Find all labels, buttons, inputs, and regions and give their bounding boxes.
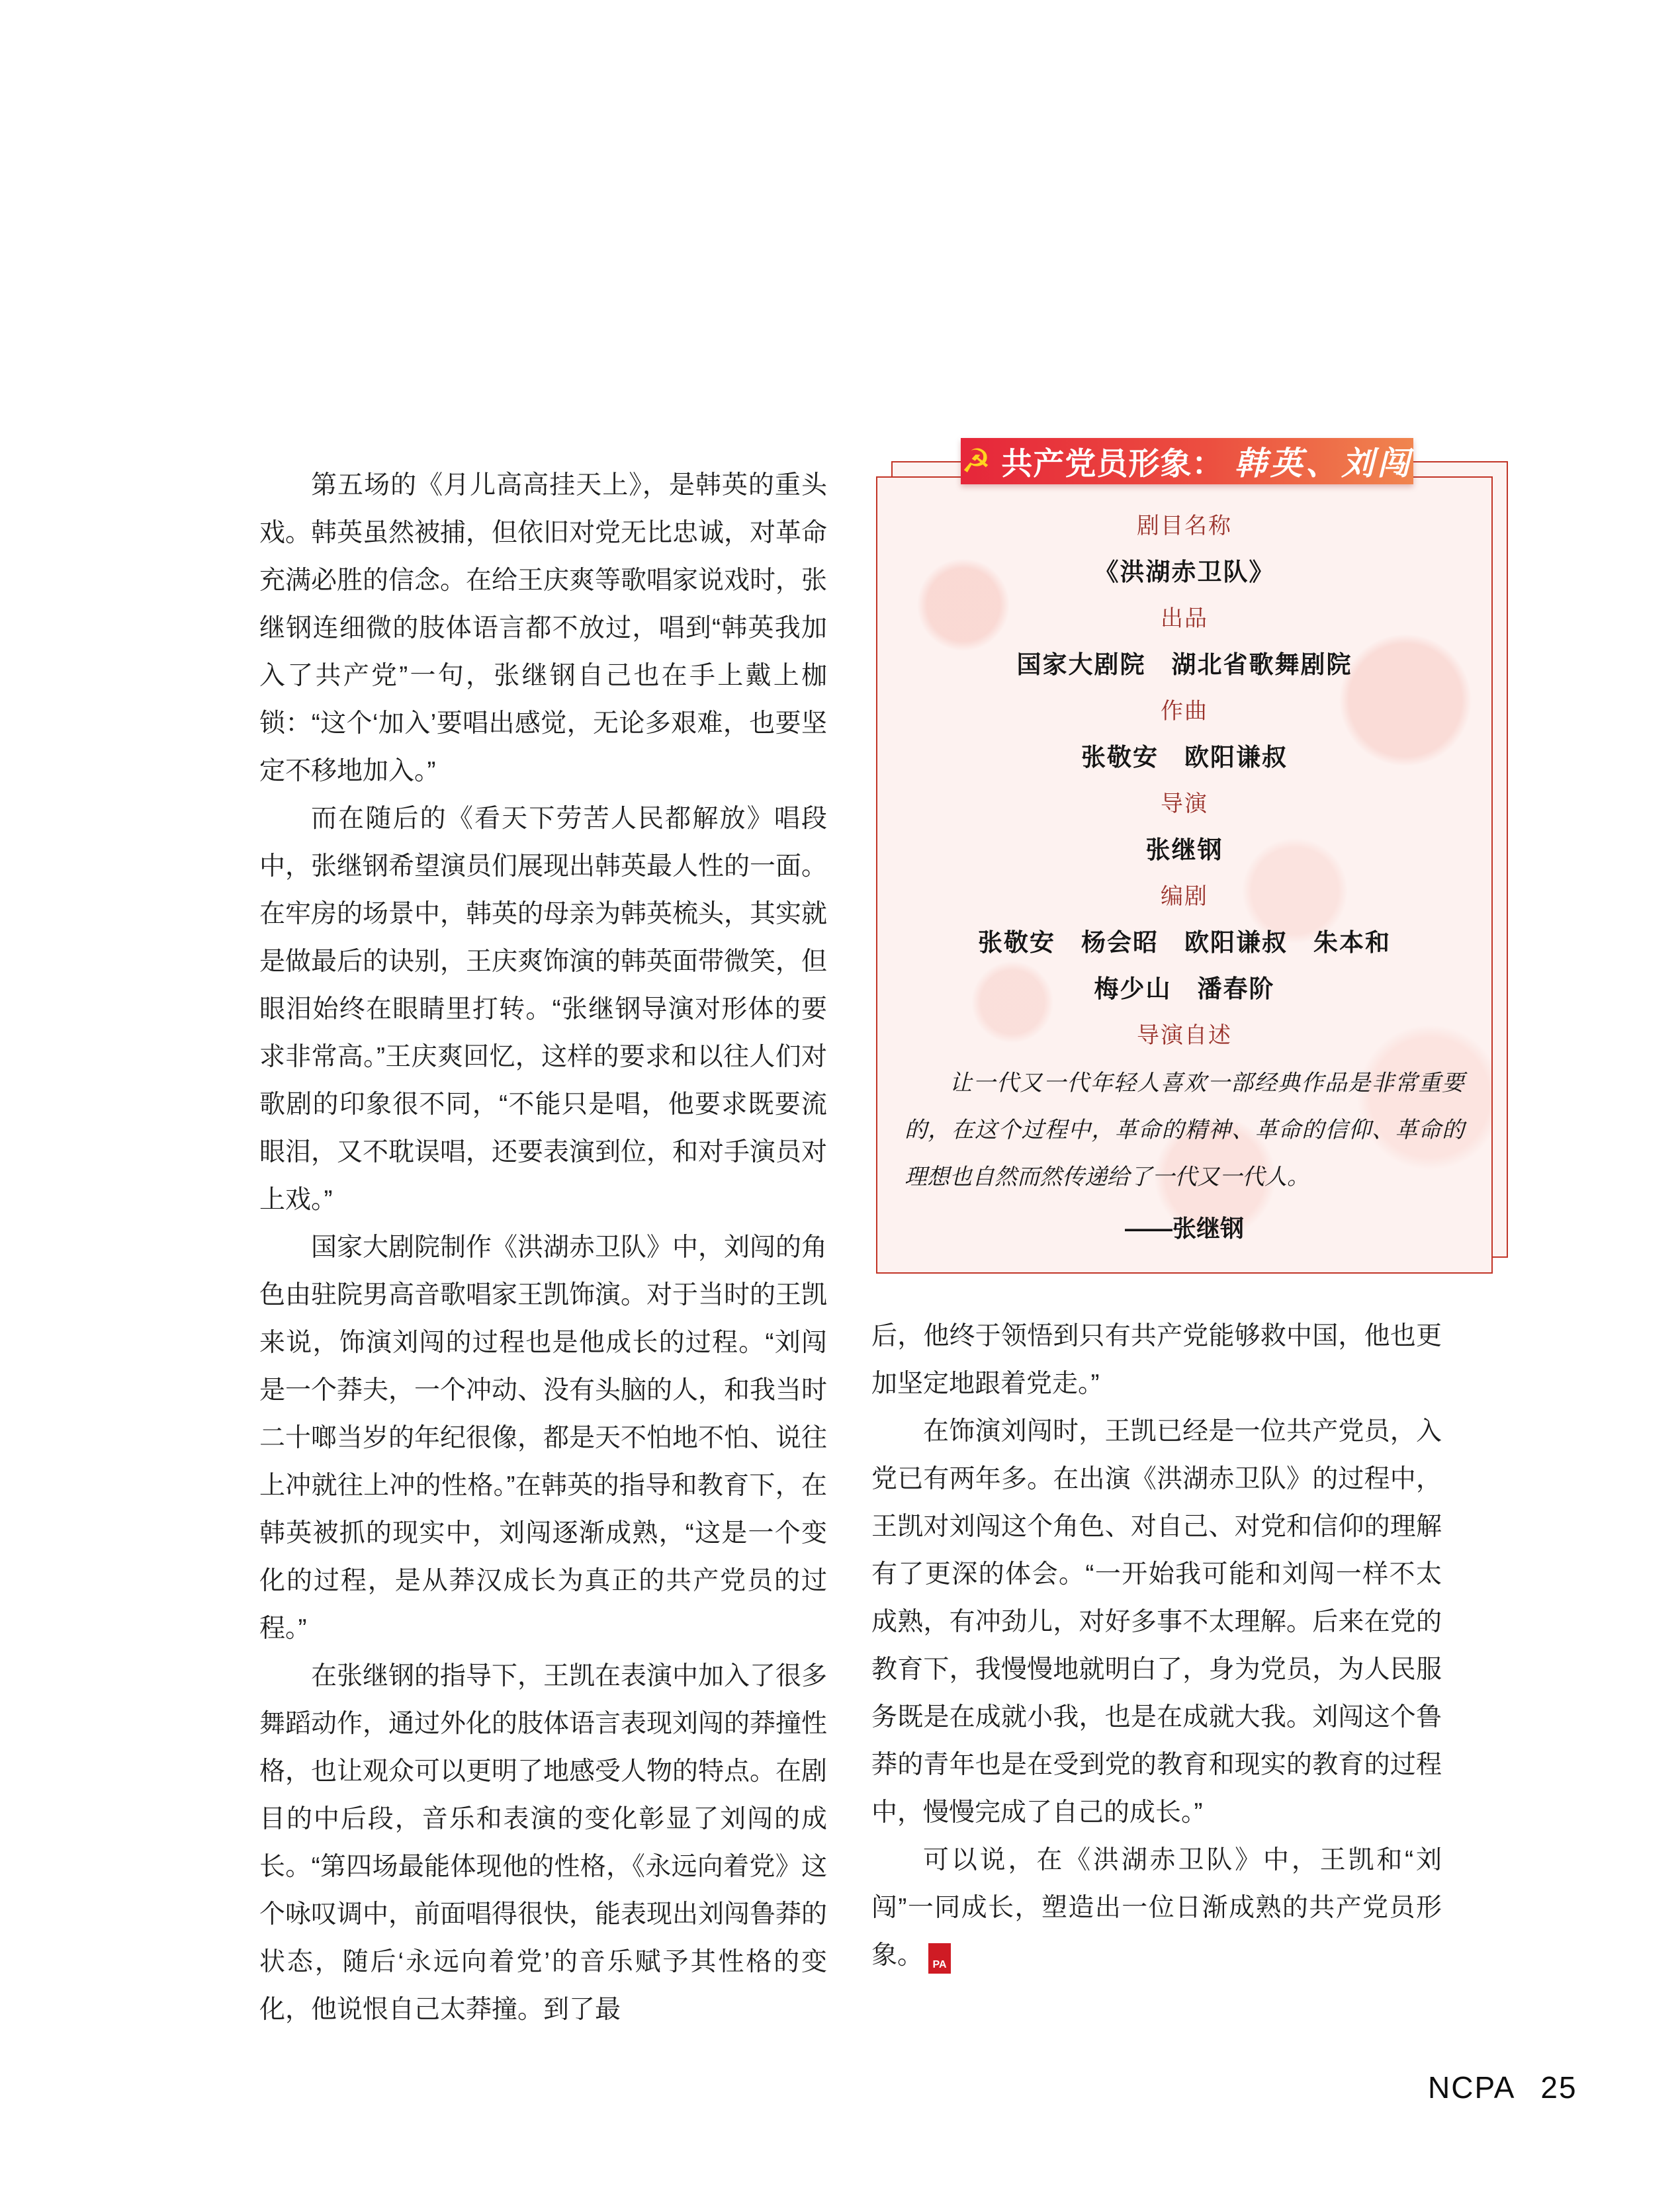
field-value-producer: 国家大剧院 湖北省歌舞剧院 [1016,651,1352,678]
card-banner [961,438,1413,484]
paragraph: 国家大剧院制作《洪湖赤卫队》中，刘闯的角色由驻院男高音歌唱家王凯饰演。对于当时的王凯来说，饰演刘闯的过程也是他成长的过程。“刘闯是一个莽夫，一个冲动、没有头脑的人，和我当时二十啷当岁的年纪很像，都是天不怕地不怕、说往上冲就往上冲的性格。”在韩英的指导和教育下，在韩英被抓的现实中，刘闯逐渐成熟，“这是一个变化的过程，是从莽汉成长为真正的共产党员的过程。” [259,1233,828,1643]
paragraph-text: 可以说，在《洪湖赤卫队》中，王凯和“刘闯”一同成长，塑造出一位日渐成熟的共产党员形象。 [871,1846,1442,1970]
production-info-card [876,476,1493,1274]
paragraph: 第五场的《月儿高高挂天上》，是韩英的重头戏。韩英虽然被捕，但依旧对党无比忠诚，对革命充满必胜的信念。在给王庆爽等歌唱家说戏时，张继钢连细微的肢体语言都不放过，唱到“韩英我加入了共产党”一句，张继钢自己也在手上戴上枷锁：“这个‘加入’要唱出感觉，无论多艰难，也要坚定不移地加入。” [259,471,828,785]
field-label-show-title: 剧目名称 [1137,513,1232,539]
field-label-producer: 出品 [1161,605,1208,631]
paragraph: 在饰演刘闯时，王凯已经是一位共产党员，入党已有两年多。在出演《洪湖赤卫队》的过程中，王凯对刘闯这个角色、对自己、对党和信仰的理解有了更深的体会。“一开始我可能和刘闯一样不太成熟，有冲劲儿，对好多事不太理解。后来在党的教育下，我慢慢地就明白了，身为党员，为人民服务既是在成就小我，也是在成就大我。刘闯这个鲁莽的青年也是在受到党的教育和现实的教育的过程中，慢慢完成了自己的成长。” [871,1417,1442,1827]
article-left-column [259,462,827,2034]
end-mark-bottom: PA [932,1959,947,1970]
director-statement-attribution: ——张继钢 [1124,1214,1244,1242]
field-value-playwright-1: 张敬安 杨会昭 欧阳谦叔 朱本和 [978,929,1391,956]
field-value-show-title: 《洪湖赤卫队》 [1094,558,1275,586]
paragraph-continuation: 后，他终于领悟到只有共产党能够救中国，他也更加坚定地跟着党走。” [871,1322,1442,1398]
article-right-column [871,1313,1442,1980]
paragraph: 在张继钢的指导下，王凯在表演中加入了很多舞蹈动作，通过外化的肢体语言表现刘闯的莽撞性格，也让观众可以更明了地感受人物的特点。在剧目的中后段，音乐和表演的变化彰显了刘闯的成长。“第四场最能体现他的性格，《永远向着党》这个咏叹调中，前面唱得很快，能表现出刘闯鲁莽的状态，随后‘永远向着党’的音乐赋予其性格的变化，他说恨自己太莽撞。到了最 [259,1662,828,2024]
field-value-director: 张继钢 [1145,836,1223,863]
card-banner-names: 韩英、刘闯 [1234,444,1413,482]
party-emblem-icon: ☭ [961,442,991,480]
footer-page-number: 25 [1540,2070,1577,2105]
paragraph-last [871,1837,1442,1980]
director-statement-quote: 让一代又一代年轻人喜欢一部经典作品是非常重要的，在这个过程中，革命的精神、革命的信仰、革命的理想也自然而然传递给了一代又一代人。 [905,1070,1464,1190]
ncpa-end-mark-icon [928,1943,1047,1974]
field-label-playwright: 编剧 [1161,883,1208,909]
page-footer [1428,2070,1577,2105]
field-label-director: 导演 [1161,791,1208,816]
footer-brand: NCPA [1428,2070,1516,2105]
field-value-composer: 张敬安 欧阳谦叔 [1081,744,1288,771]
production-info-content [877,478,1491,1272]
field-value-playwright-2: 梅少山 潘春阶 [1094,975,1275,1002]
paragraph: 而在随后的《看天下劳苦人民都解放》唱段中，张继钢希望演员们展现出韩英最人性的一面。在牢房的场景中，韩英的母亲为韩英梳头，其实就是做最后的诀别，王庆爽饰演的韩英面带微笑，但眼泪始终在眼睛里打转。“张继钢导演对形体的要求非常高。”王庆爽回忆，这样的要求和以往人们对歌剧的印象很不同，“不能只是唱，他要求既要流眼泪，又不耽误唱，还要表演到位，和对手演员对上戏。” [259,805,828,1214]
card-banner-title: 共产党员形象： [1001,445,1224,481]
field-label-composer: 作曲 [1161,698,1208,724]
end-mark-top: NC [980,1944,1047,1958]
field-label-director-statement: 导演自述 [1137,1022,1232,1048]
